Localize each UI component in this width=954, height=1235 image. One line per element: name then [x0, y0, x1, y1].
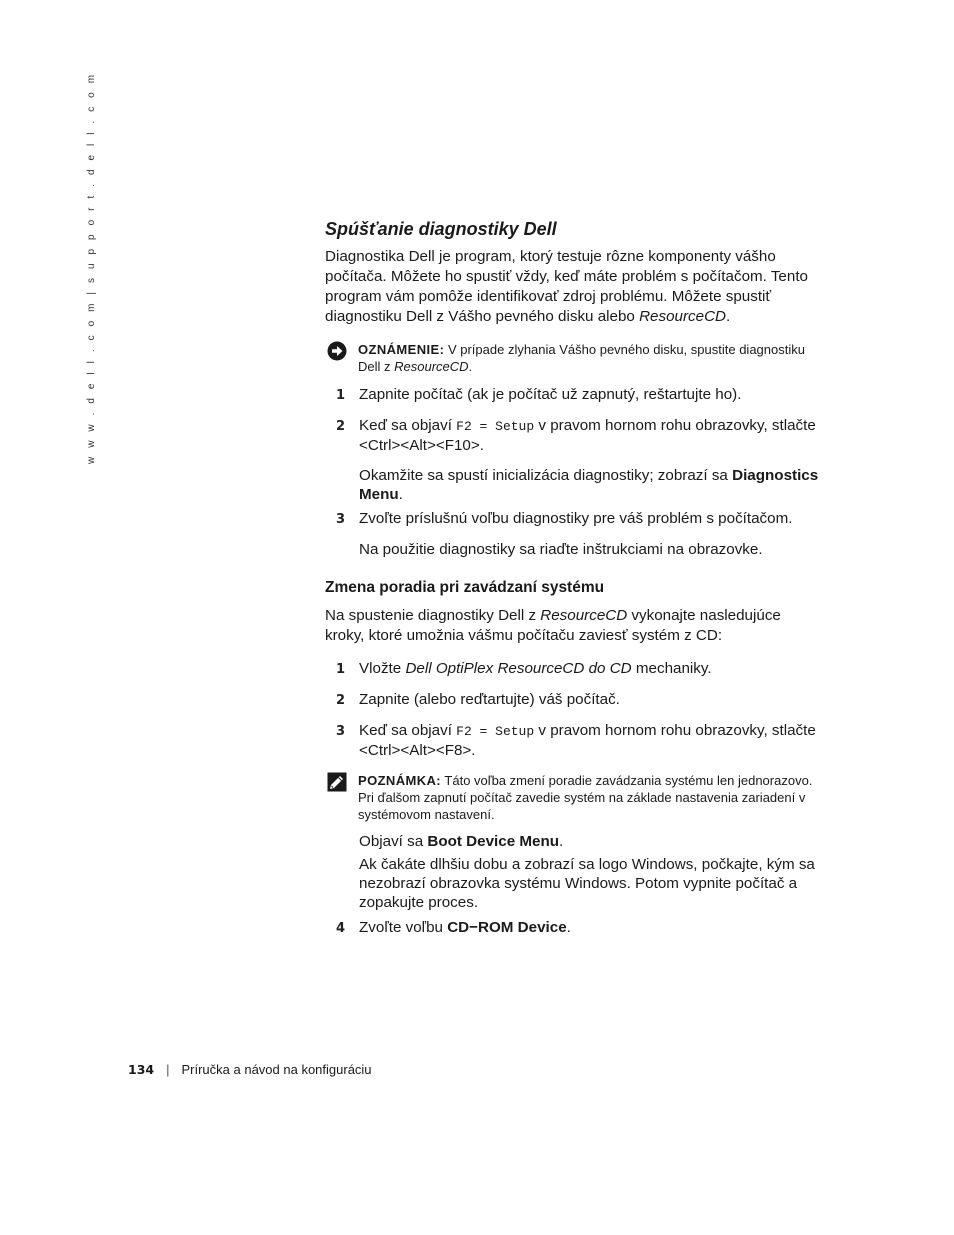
- notice-text: OZNÁMENIE: V prípade zlyhania Vášho pevného disku, spustite diagnostiku Dell z ResourceCD.: [358, 342, 805, 374]
- step-b1: 1 Vložte Dell OptiPlex ResourceCD do CD mechaniky.: [336, 660, 712, 677]
- sub-title: Zmena poradia pri zavádzaní systému: [325, 579, 605, 596]
- notice-box: [325, 341, 815, 375]
- step-3: 3 Zvoľte príslušnú voľbu diagnostiky pre váš problém s počítačom.: [336, 510, 793, 527]
- note-box: [325, 772, 815, 823]
- step-b2: 2 Zapnite (alebo reďtartujte) váš počítač.: [336, 691, 620, 708]
- page-number: 134: [128, 1062, 155, 1077]
- section-title: Spúšťanie diagnostiky Dell: [325, 219, 557, 239]
- notice-arrow-icon: [327, 341, 347, 361]
- step-b3: 3 Keď sa objaví F2 = Setup v pravom hornom rohu obrazovky, stlačte <Ctrl><Alt><F8>.: [336, 722, 816, 759]
- page-footer: [128, 1062, 372, 1077]
- step-2: 2 Keď sa objaví F2 = Setup v pravom hornom rohu obrazovky, stlačte <Ctrl><Alt><F10>.: [336, 417, 816, 454]
- footer-separator: |: [166, 1062, 170, 1077]
- step-3-note: Na použitie diagnostiky sa riaďte inštrukciami na obrazovke.: [359, 541, 763, 558]
- note-text: POZNÁMKA: Táto voľba zmení poradie zavádzania systému len jednorazovo. Pri ďalšom zapnutí počítač zavedie systém na základe nastavenia zariadení v systémovom nastavení.: [358, 773, 813, 822]
- footer-title: Príručka a návod na konfiguráciu: [181, 1062, 372, 1077]
- pencil-note-icon: [327, 772, 347, 792]
- step-1: 1 Zapnite počítač (ak je počítač už zapnutý, reštartujte ho).: [336, 386, 742, 403]
- step-b4: 4 Zvoľte voľbu CD−ROM Device.: [336, 919, 571, 936]
- intro-paragraph: Diagnostika Dell je program, ktorý testuje rôzne komponenty vášho počítača. Môžete ho spustiť vždy, keď máte problém s počítačom. Tento program vám pomôže identifikovať zdroj problému. Môžete spustiť diagnostiku Dell z Vášho pevného disku alebo ResourceCD.: [325, 248, 808, 325]
- windows-text: Ak čakáte dlhšiu dobu a zobrazí sa logo Windows, počkajte, kým sa nezobrazí obrazovka systému Windows. Potom vypnite počítač a zopakujte proces.: [359, 856, 815, 911]
- boot-menu-text: Objaví sa Boot Device Menu.: [359, 833, 564, 850]
- side-url: w w w . d e l l . c o m | s u p p o r t . d e l l . c o m: [86, 71, 97, 464]
- sub-intro-paragraph: Na spustenie diagnostiky Dell z ResourceCD vykonajte nasledujúce kroky, ktoré umožnia vášmu počítaču zaviesť systém z CD:: [325, 607, 781, 644]
- step-2-note: Okamžite sa spustí inicializácia diagnostiky; zobrazí sa Diagnostics Menu.: [359, 467, 819, 503]
